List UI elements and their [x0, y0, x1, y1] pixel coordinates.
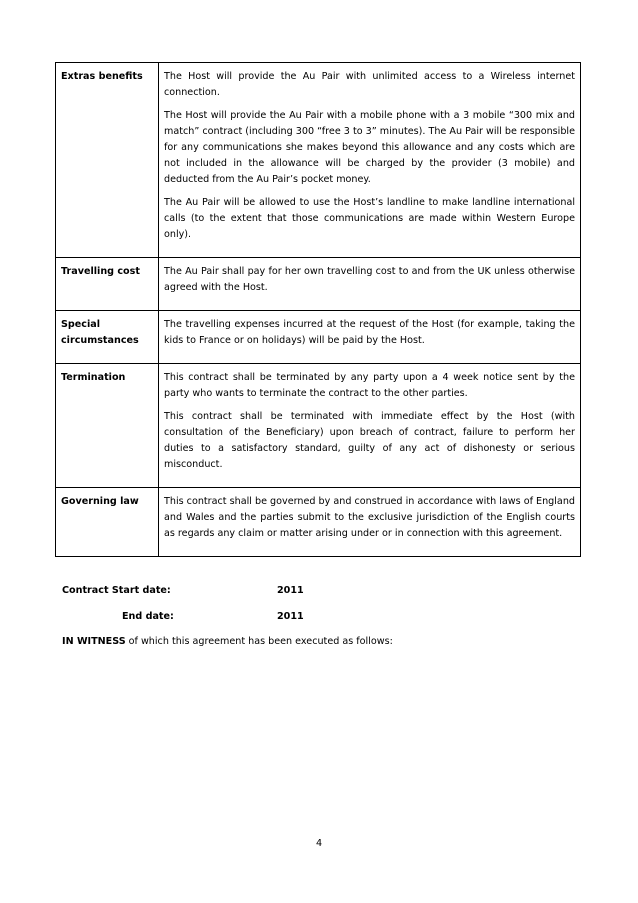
row-content — [159, 488, 581, 557]
paragraph: The Au Pair will be allowed to use the Host’s landline to make landline international calls (to the extent that those communications are made within Western Europe only). — [164, 197, 575, 240]
paragraph: This contract shall be terminated with immediate effect by the Host (with consultation of the Beneficiary) upon breach of contract, failure to perform her duties to a satisfactory standard, guilty of any act of dishonesty or serious misconduct. — [164, 411, 575, 470]
end-date-label: End date: — [122, 611, 174, 622]
start-date-row — [62, 585, 562, 601]
table-row-governing-law — [56, 488, 581, 557]
witness-text: of which this agreement has been executed as follows: — [125, 636, 393, 647]
row-label: Special circumstances — [56, 311, 159, 364]
row-content — [159, 258, 581, 311]
paragraph: The Au Pair shall pay for her own travelling cost to and from the UK unless otherwise agreed with the Host. — [164, 266, 575, 293]
row-content — [159, 311, 581, 364]
table-row-termination — [56, 364, 581, 488]
paragraph: This contract shall be governed by and construed in accordance with laws of England and Wales and the parties submit to the exclusive jurisdiction of the English courts as regards any claim or matter arising under or in connection with this agreement. — [164, 496, 575, 539]
row-label: Governing law — [56, 488, 159, 557]
contract-terms-table — [55, 62, 581, 557]
end-date-value: 2011 — [277, 611, 304, 622]
witness-heading: IN WITNESS — [62, 636, 126, 647]
paragraph: This contract shall be terminated by any party upon a 4 week notice sent by the party who wants to terminate the contract to the other parties. — [164, 372, 575, 399]
page-number: 4 — [315, 838, 323, 849]
start-date-value: 2011 — [277, 585, 304, 596]
witness-statement — [62, 636, 582, 647]
paragraph: The Host will provide the Au Pair with a mobile phone with a 3 mobile “300 mix and match” contract (including 300 “free 3 to 3” minutes). The Au Pair will be responsible for any communications she makes beyond this allowance and any costs which are not included in the allowance will be charged by the provider (3 mobile) and deducted from the Au Pair’s pocket money. — [164, 110, 575, 185]
table-row-special-circumstances — [56, 311, 581, 364]
paragraph: The Host will provide the Au Pair with unlimited access to a Wireless internet connection. — [164, 71, 575, 98]
paragraph: The travelling expenses incurred at the request of the Host (for example, taking the kids to France or on holidays) will be paid by the Host. — [164, 319, 575, 346]
row-label: Travelling cost — [56, 258, 159, 311]
row-content — [159, 63, 581, 258]
row-label: Termination — [56, 364, 159, 488]
start-date-label: Contract Start date: — [62, 585, 171, 596]
table-row-extras-benefits — [56, 63, 581, 258]
table-row-travelling-cost — [56, 258, 581, 311]
row-label: Extras benefits — [56, 63, 159, 258]
contract-dates — [62, 585, 562, 637]
end-date-row — [62, 611, 562, 627]
row-content — [159, 364, 581, 488]
